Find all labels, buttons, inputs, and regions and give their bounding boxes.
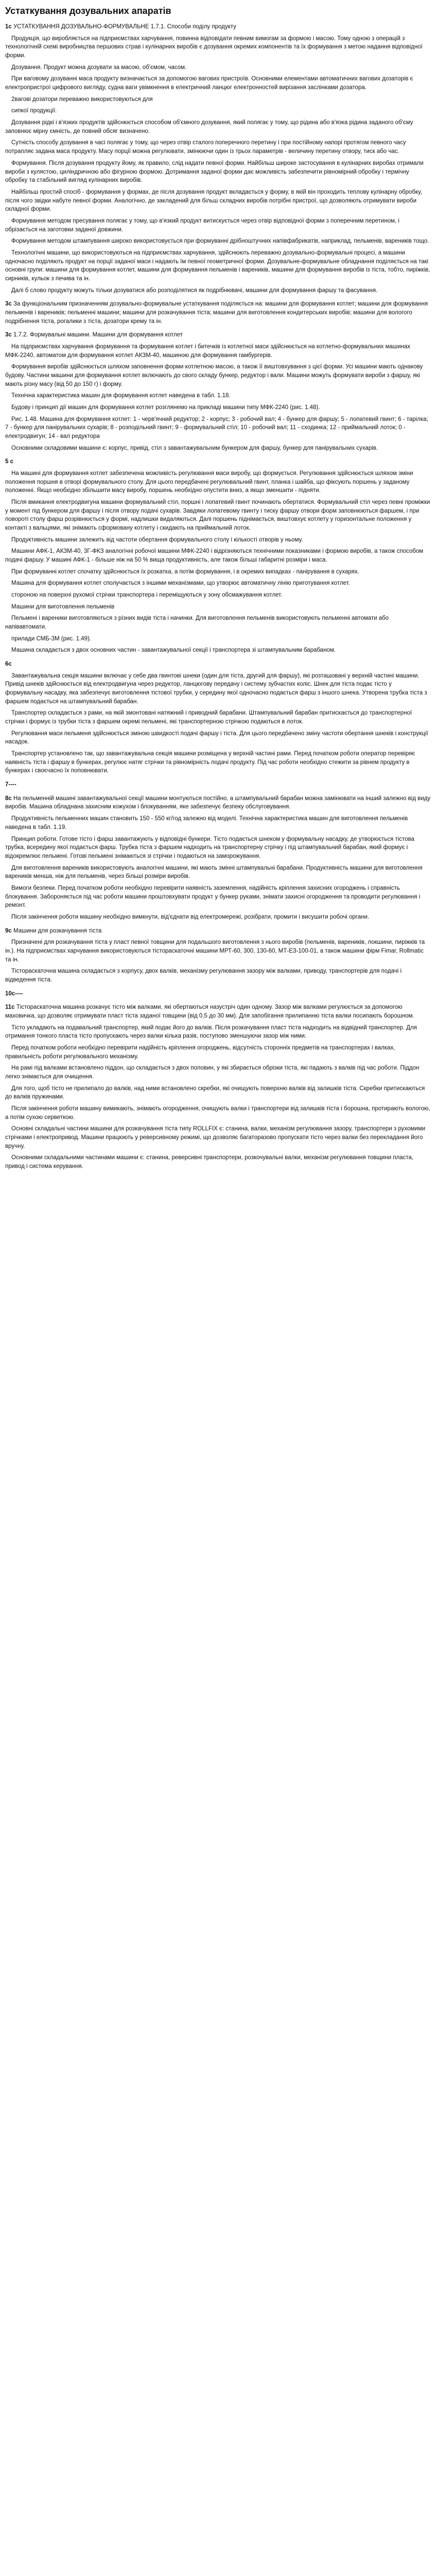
paragraph: Сутність способу дозування в часі полягає у тому, що через отвір сталого поперечного перетину і при постійному напорі протягом певного часу потрапляє задана маса продукту. Масу порції можна регулювати, змінюючи один із трьох параметрів - величину перетину отвору, тиск або час. xyxy=(5,140,406,155)
section-number: 5 с xyxy=(5,459,13,465)
section-heading-paragraph xyxy=(5,660,431,669)
paragraph: Формування методом пресування полягає у тому, що в'язкий продукт витискується через отвір відповідної форми з поперечним перетином, і обрізається на заготовки заданої довжини. xyxy=(5,217,399,233)
paragraph: Машини для виготовлення пельменів xyxy=(11,603,115,610)
paragraph: Для виготовлення вареників використовують аналогічні машини, які мають змінні штампувальні барабани. Продуктивність машини для виготовлення вареників менша, ніж для пельменів, через більші розміри виробів. xyxy=(5,865,423,880)
paragraph: Перед початком роботи необхідно перевірити надійність кріплення огороджень, відсутність сторонніх предметів на транспортерах і валках, правильність роботи регулювального механізму. xyxy=(5,1044,395,1060)
paragraph: 2вагові дозатори переважно використовуються для xyxy=(11,96,153,103)
section-number: 8с xyxy=(5,795,12,802)
paragraph: Основними складовими машини є: корпус, привід, стіл з завантажувальним бункером для фаршу, бункер для панірувальних сухарів. xyxy=(11,445,378,451)
section-text: УСТАТКУВАННЯ ДОЗУВАЛЬНО-ФОРМУВАЛЬНЕ 1.7.1. Способи поділу продукту xyxy=(11,24,236,30)
paragraph: Транспортер установлено так, що завантажувальна секція машини розміщена у верхній частині рами. Перед початком роботи оператор перевіряє наявність тіста і фаршу в бункерах, регулює натяг стрічки та рівномірність подачі продукту. Під час роботи необхідно стежити за рівнем продукту в бункерах і своєчасно їх поповнювати. xyxy=(5,751,415,774)
paragraph: Регулювання маси пельменя здійснюється зміною швидкості подачі фаршу і тіста. Для цього передбачено зміну частоти обертання шнеків і конструкції насадок. xyxy=(5,730,428,745)
section-number: 3с xyxy=(5,301,12,308)
paragraph: Завантажувальна секція машини включає у себе два гвинтові шнеки (один для тіста, другий для фаршу), які розташовані у верхній частині машини. Привід шнеків здійснюється від електродвигуна через редуктор, ланцюгову передачу і систему зубчастих коліс. Шнек для тіста подає тісто у формувальну насадку, яка забезпечує виготовлення тістової трубки, у середину якої одночасно подається фарш з іншого шнека. Утворена трубка тіста з фаршем подається на штампувальний барабан. xyxy=(5,672,427,705)
paragraph: прилади СМБ-3М (рис. 1.49). xyxy=(11,635,91,642)
section-text: Машини для розкачування тіста xyxy=(11,927,102,934)
section-heading-paragraph xyxy=(5,927,431,936)
paragraph: Транспортер складається з рами, на якій змонтовані натяжний і приводний барабани. Штампувальний барабан притискається до транспортерної стрічки і формує із трубки тіста з фаршем окремі пельмені, які транспортерною стрічкою подаються в лоток. xyxy=(5,710,412,725)
paragraph: Продукція, що виробляється на підприємствах харчування, повинна відповідати певним вимогам за формою і масою. Тому одною з операцій з технологічній схемі виробництва першових страв і кулінарних виробів є дозування окремих компонентів та їх формування з метою надання відповідної форми. xyxy=(5,35,423,59)
section-number: 10с---- xyxy=(5,990,23,997)
paragraph: Машини АФК-1, АКЗМ-40, 3Г-ФКЗ аналогічні робочої машини МФК-2240 і відрізняються технічними показниками і формою виробів, а також способом подачі фаршу. У машині АФК-1 - більше ніж на 50 % вища продуктивність, але також більші габаритні розміри і маса. xyxy=(5,548,424,564)
paragraph: Продуктивність пельменних машин становить 150 - 550 кг/год залежно від моделі. Технічна характеристика машин для виготовлення пельменів наведена в табл. 1.19. xyxy=(5,816,408,831)
paragraph: сипкої продукції. xyxy=(11,108,57,114)
paragraph: Основні складальні частини машини для розкачування тіста типу ROLLFIX є: станина, валки, механізм регулювання зазору, транспортери з рухомими стрічками і електропривод. Машини працюють у реверсивному режимі, що дозволяє багаторазово пропускати тісто через валки без перекладання його вручну. xyxy=(5,1126,426,1149)
paragraph: Після вмикання електродвигуна машини формувальний стіл, поршні і лопатевий гвинт починають обертатися. Формувальний стіл через певні проміжки у момент під бункером для фаршу і після отвору подачі сухарів. Завдяки лопатевому гвинту і тиску фаршу отвори форм заповнюються фаршем, і при повороті столу фарш розрівнюється у формі, надлишки видаляються. Далі поршень піднімається, виштовхує котлету у горизонтальне положення у контакті з вальцями, які знімають сформовану котлету і скидають на приймальний лоток. xyxy=(5,499,430,532)
paragraph: Машина складається з двох основних частин - завантажувальної секції і транспортера зі штампувальним барабаном. xyxy=(11,647,336,654)
paragraph: Тістораскаточна машина складається з корпусу, двох валків, механізму регулювання зазору між валками, приводу, транспортерів для подачі і відведення тіста. xyxy=(5,968,402,983)
paragraph: Найбільш простий спосіб - формування у формах, де після дозування продукт вкладається у форму, в якій він проходить теплову кулінарну обробку, після чого звідки набуте певної форми. Аналогічно, де закладений для більш складних виробів потрібні пристрої, що дозволяють отримувати вироби складної форми. xyxy=(5,189,422,213)
paragraph: Після закінчення роботи машину необхідно вимкнути, від'єднати від електромережі, розібрати, промити і висушити робочі органи. xyxy=(11,913,370,920)
section-heading-paragraph xyxy=(5,794,431,811)
section-text: Тістораскаточна машина розкачує тісто між валками, які обертаються назустріч один одному. Зазор між валками регулюється за допомогою маховичка, що дозволяє отримувати пласт тіста заданої товщини (від 0,5 до 30 мм). Для запобігання прилипанню тіста валки посипають борошном. xyxy=(5,1004,414,1019)
section-heading-paragraph xyxy=(5,300,431,326)
paragraph: Будову і принцип дії машин для формування котлет розглянемо на прикладі машини типу МФК-2240 (рис. 1.48). xyxy=(11,404,320,411)
paragraph: Формування. Після дозування продукту йому, як правило, слід надати певної форми. Найбільш широке застосування в кулінарних виробах отримали вироби з кулястою, циліндричною або фігурною формою. Дотримання заданої форми дає можливість забезпечити рівномірний обробку і термічну обробку та стабільний вигляд кулінарних виробів. xyxy=(5,160,424,184)
paragraph: Дозування рідкі і в'язких продуктів здійснюється способом об'ємного дозування, який полягає у тому, що рідина або в'язка рідина заданого об'єму заповнює мірну ємність, де повний обсяг визначено. xyxy=(5,120,413,134)
section-heading-paragraph xyxy=(5,781,431,789)
section-number: 9с xyxy=(5,927,12,934)
section-heading-paragraph xyxy=(5,1003,431,1020)
section-number: 6с xyxy=(5,661,12,668)
section-heading-paragraph xyxy=(5,990,431,998)
section-text: За функціональним призначенням дозувально-формувальне устаткування поділяється на: машини для формування котлет; машини для формування пельменів і вареників; пельменні машини; машини для розкачування тіста; машини для виготовлення кондитерських виробів; машини для вологого подрібнення тіста, рогалики з тіста, дозатори крему та ін. xyxy=(5,301,428,325)
page-title: Устаткування дозувальних апаратів xyxy=(5,6,171,16)
section-number: 3с xyxy=(5,332,12,338)
document-page xyxy=(0,0,436,1182)
paragraph: Для того, щоб тісто не прилипало до валків, над ними встановлено скребки, які очищують поверхню валків від залишків тіста. Скребки притискаються до валків пружинами. xyxy=(5,1085,425,1100)
paragraph: Дозування. Продукт можна дозувати за масою, об'ємом, часом. xyxy=(11,64,187,71)
paragraph: Продуктивність машини залежить від частоти обертання формувального столу і кількості отворів у ньому. xyxy=(11,536,303,543)
paragraph: Формування виробів здійснюється шляхом заповнення форми котлетною масою, а також її виштовхування з цієї форми. Усі машини мають однакову будову. Частини машини для формування котлет включають до свого складу бункер, редуктор і вали. Машини можуть формувати вироби з фаршу, які мають різну масу (від 50 до 150 г) і форму. xyxy=(5,364,423,387)
paragraph: Після закінчення роботи машину вимикають, знімають огородження, очищують валки і транспортери від залишків тіста і борошна, протирають вологою, а потім сухою серветкою. xyxy=(5,1105,430,1121)
paragraph: Далі б слово продукту можуть тільки дозуватися або розподілятися як подрібнювачі, машини для формування фаршу та фасування. xyxy=(11,287,378,294)
paragraph: Призначені для розкачування тіста у пласт певної товщини для подальшого виготовлення з нього виробів (пельменів, вареників, локшини, пиріжків та ін.). На підприємствах харчування використовуються тістораскаточні машини МРТ-60, 300, 130-60, МТ-ЕЗ-100-01, а також машини фірм Fimar, Rollmatic та ін. xyxy=(5,939,425,963)
paragraph: Основними складальними частинами машини є: станина, реверсивні транспортери, розкочувальні валки, механізм регулювання товщини пласта, привод і система керування. xyxy=(5,1155,414,1170)
paragraph: стороною на поверхні рухомої стрічки транспортера і переміщуються у зону обсмажування котлет. xyxy=(11,592,283,599)
section-text: На пельменній машині завантажувальної секції машини монтуються постійно, а штампувальний барабан можна замінювати на інший залежно від виду виробів. Машина обладнана захисним кожухом і блокуванням, яке забезпечує безпеку обслуговування. xyxy=(5,795,431,810)
paragraph: Пельмені і вареники виготовляються з різних видів тіста і начинки. Для виготовлення пельменів використовують пельменні автомати або напівавтомати. xyxy=(5,615,389,631)
paragraph: Принцип роботи. Готове тісто і фарш завантажують у відповідні бункери. Тісто подається шнеком у формувальну насадку, де утворюється тістова трубка, всередину якої подається фарш. Трубка тіста з фаршем надходить на транспортерну стрічку і під штампувальний барабан, який формує і відокремлює пельмені. Готові пельмені знімаються зі стрічки і подаються на заморожування. xyxy=(5,836,414,859)
section-heading-paragraph xyxy=(5,457,431,466)
section-number: 1с xyxy=(5,24,12,30)
paragraph: На машині для формування котлет забезпечена можливість регулювання маси виробу, що формується. Регулювання здійснюється шляхом зміни положення поршня в отворі формувального столу. Для цього передбачені регулювальний гвинт, планка і шайба, що фіксують поршень у заданому положенні. Якщо необхідно збільшити масу виробу, поршень необхідно опустити вниз, а якщо зменшити - підняти. xyxy=(5,470,413,494)
paragraph: Тісто укладають на подавальний транспортер, який подає його до валків. Після розкачування пласт тіста надходить на відвідний транспортер. Для отримання тонкого пласта тісто пропускають через валки кілька разів, поступово зменшуючи зазор між ними. xyxy=(5,1024,417,1040)
paragraph: Вимоги безпеки. Перед початком роботи необхідно перевірити наявність заземлення, надійність кріплення захисних огороджень і справність блокування. Забороняється під час роботи машини проштовхувати продукт у бункер руками, знімати захисні огородження та проводити регулювання і ремонт. xyxy=(5,885,421,909)
section-heading-paragraph xyxy=(5,331,431,340)
paragraph: Технічна характеристика машин для формування котлет наведена в табл. 1.18. xyxy=(11,393,231,399)
paragraph: На рамі під валками встановлено піддон, що складається з двох половин, у які збирається обрізки тіста, які падають з валків під час роботи. Піддон легко знімається для очищення. xyxy=(5,1065,420,1080)
paragraph: При ваговому дозуванні маса продукту визначається за допомогою вагових пристроїв. Основними елементами автоматичних вагових дозаторів є електропристрої цифрового вигляду, судна ваги увімкнення в електричний ланцюг електронностей вирізання заслінками дозатора. xyxy=(5,76,413,91)
paragraph: Машина для формування котлет сполучається з іншими механізмами, що утворює автоматичну лінію приготування котлет. xyxy=(11,580,350,587)
section-number: 7---- xyxy=(5,782,16,788)
paragraph: Рис. 1.48. Машина для формування котлет: 1 - черв'ячний редуктор; 2 - корпус; 3 - робочий вал; 4 - бункер для фаршу; 5 - лопатевий гвинт; 6 - тарілка; 7 - бункер для панірувальних сухарів; 8 - розподільний гвинт; 9 - формувальний стіл; 10 - робочий вал; 11 - сходинка; 12 - приймальний лоток; 0 - електродвигун; 14 - вал редуктора xyxy=(5,416,428,439)
section-number: 11с xyxy=(5,1004,15,1011)
paragraph: На підприємствах харчування формування та формування котлет і битечків із котлетної маси здійснюється на котлетно-формувальних машинах МФК-2240, автоматом для формування котлет АКЗМ-40, машиною для формування гамбургерів. xyxy=(5,343,411,359)
document-body xyxy=(5,23,431,1171)
paragraph: Технологічні машини, що використовуються на підприємствах харчування, здійснюють переважно дозувально-формувальні процесі, а машини одночасно поділяють продукт на порції заданої маси і надають їм певної геометричної форми. Дозувальне-формувальне обладнання поділяється на такі основні групи: машини для формування котлет, машини для формування пельменів і вареників, машини для формування виробів із тіста, тобто, пиріжків, сирників, кульок з печива та ін. xyxy=(5,249,430,282)
paragraph: Формування методом штампування широко використовується при формуванні дрібноштучних напівфабрикатів, наприклад, пельменів, вареників тощо. xyxy=(11,238,429,245)
section-text: 1.7.2. Формувальні машини. Машини для формування котлет xyxy=(11,332,183,338)
paragraph: При формуванні котлет спочатку здійснюється їх розкатка, а потім формування, і в окремих випадках - панірування в сухарях. xyxy=(11,568,359,575)
section-heading-paragraph xyxy=(5,23,431,31)
